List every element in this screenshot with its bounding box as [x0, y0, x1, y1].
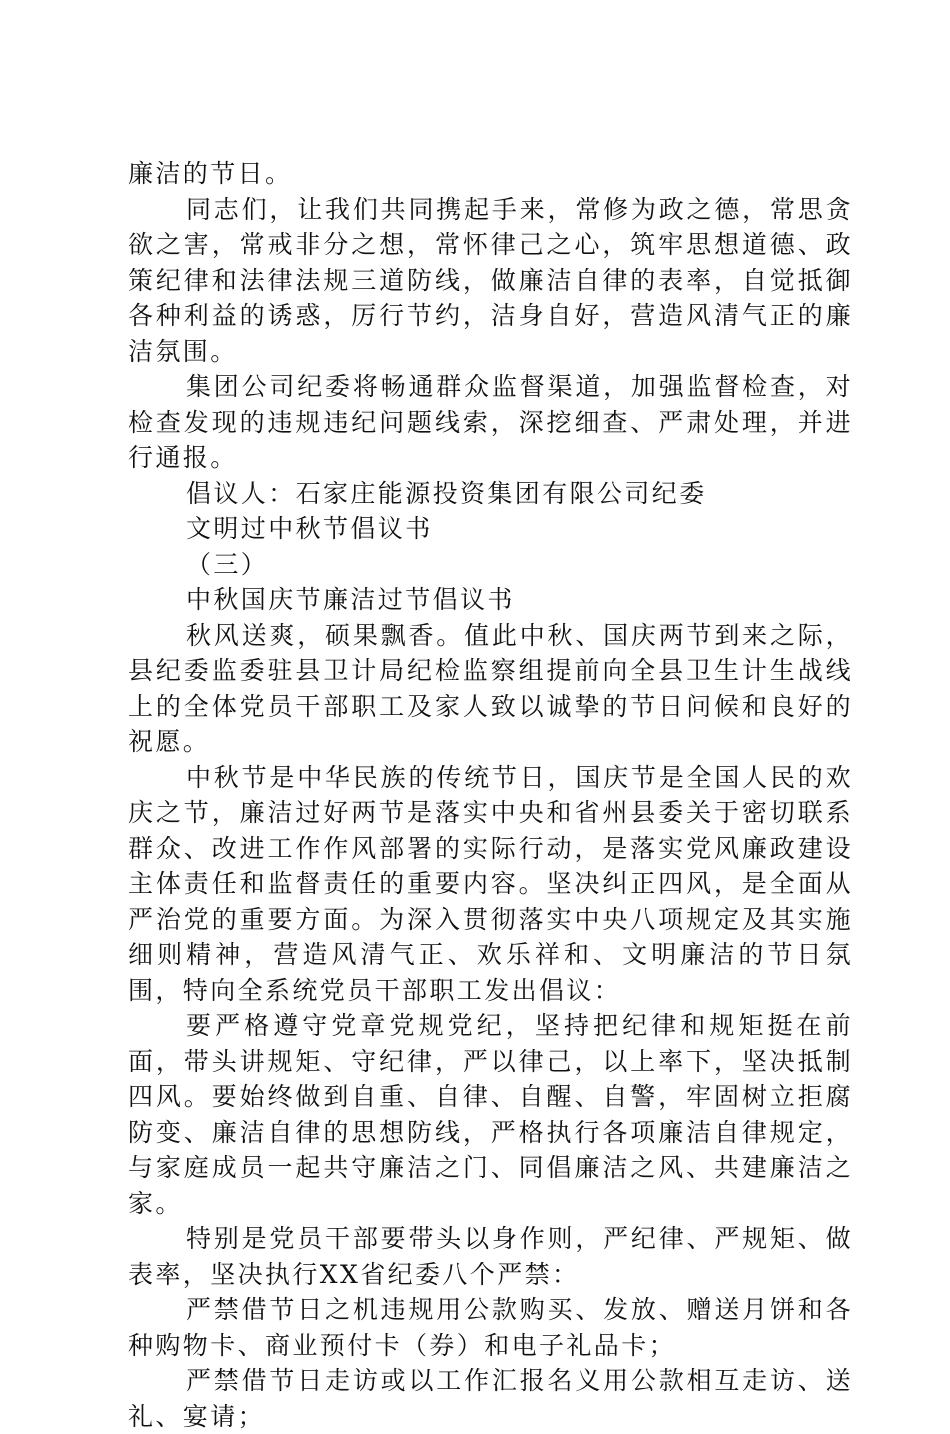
paragraph-13: 严禁借节日走访或以工作汇报名义用公款相互走访、送礼、宴请； — [128, 1366, 853, 1431]
section-title: 中秋国庆节廉洁过节倡议书 — [186, 585, 515, 614]
section-heading: 文明过中秋节倡议书 — [186, 514, 433, 543]
paragraph-1: 廉洁的节日。 — [128, 159, 293, 188]
section-number: （三） — [186, 549, 269, 579]
paragraph-11: 特别是党员干部要带头以身作则，严纪律、严规矩、做表率，坚决执行XX省纪委八个严禁： — [128, 1224, 853, 1289]
paragraph-2: 同志们，让我们共同携起手来，常修为政之德，常思贪欲之害，常戒非分之想，常怀律己之心，筑牢思想道德、政策纪律和法律法规三道防线，做廉洁自律的表率，自觉抵御各种利益的诱惑，厉行节约，洁身自好，营造风清气正的廉洁氛围。 — [128, 194, 853, 366]
paragraph-3: 集团公司纪委将畅通群众监督渠道，加强监督检查，对检查发现的违规违纪问题线索，深挖细查、严肃处理，并进行通报。 — [128, 372, 853, 472]
paragraph-9: 中秋节是中华民族的传统节日，国庆节是全国人民的欢庆之节，廉洁过好两节是落实中央和省州县委关于密切联系群众、改进工作作风部署的实际行动，是落实党风廉政建设主体责任和监督责任的重要内容。坚决纠正四风，是全面从严治党的重要方面。为深入贯彻落实中央八项规定及其实施细则精神，营造风清气正、欢乐祥和、文明廉洁的节日氛围，特向全系统党员干部职工发出倡议： — [128, 762, 853, 1005]
paragraph-8: 秋风送爽，硕果飘香。值此中秋、国庆两节到来之际，县纪委监委驻县卫计局纪检监察组提前向全县卫生计生战线上的全体党员干部职工及家人致以诚挚的节日问候和良好的祝愿。 — [128, 620, 853, 756]
document-body — [128, 156, 853, 1434]
paragraph-10: 要严格遵守党章党规党纪，坚持把纪律和规矩挺在前面，带头讲规矩、守纪律，严以律己，以上率下，坚决抵制四风。要始终做到自重、自律、自醒、自警，牢固树立拒腐防变、廉洁自律的思想防线，严格执行各项廉洁自律规定，与家庭成员一起共守廉洁之门、同倡廉洁之风、共建廉洁之家。 — [128, 1011, 853, 1218]
paragraph-12: 严禁借节日之机违规用公款购买、发放、赠送月饼和各种购物卡、商业预付卡（券）和电子礼品卡； — [128, 1295, 853, 1360]
signature-line: 倡议人：石家庄能源投资集团有限公司纪委 — [186, 478, 707, 508]
